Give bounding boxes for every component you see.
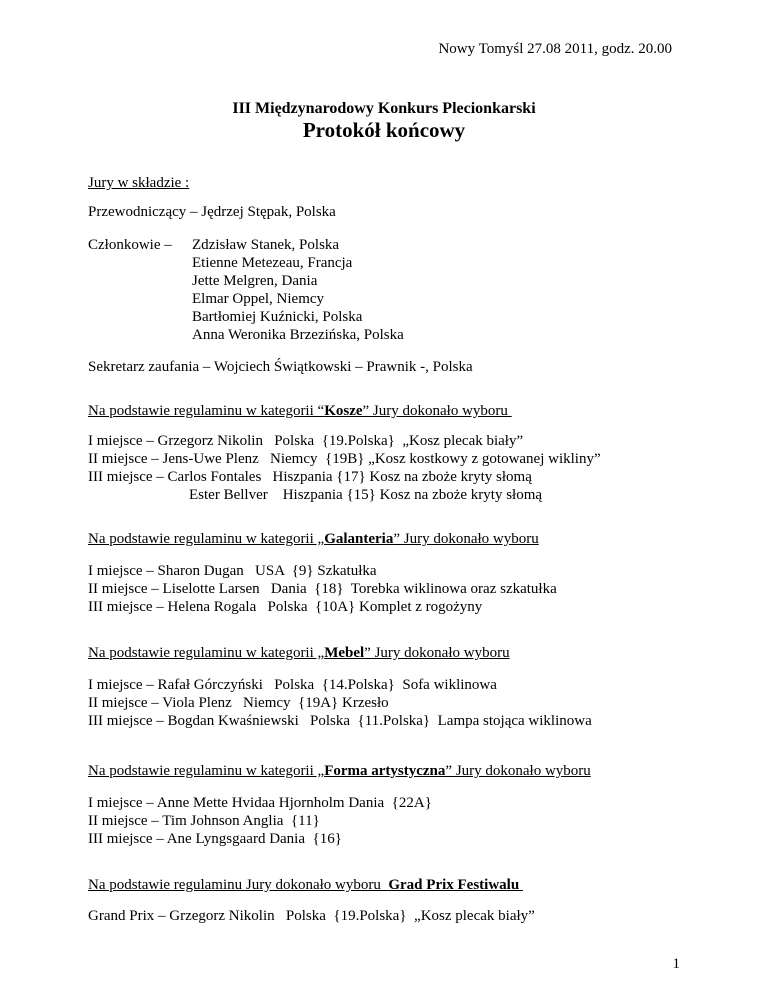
- jury-member: Jette Melgren, Dania: [192, 273, 318, 289]
- category-intro-mebel: [88, 644, 510, 662]
- result-line: III miejsce – Helena Rogala Polska {10A} Komplet z rogożyny: [88, 599, 483, 615]
- category-intro-text: ” Jury dokonało wyboru: [393, 531, 539, 547]
- result-line: I miejsce – Grzegorz Nikolin Polska {19.Polska} „Kosz plecak biały”: [88, 433, 524, 449]
- category-intro-text: ” Jury dokonało wyboru: [362, 403, 512, 419]
- category-name: Mebel: [324, 645, 365, 661]
- jury-chair: Przewodniczący – Jędrzej Stępak, Polska: [88, 204, 336, 220]
- grand-prix-name: Grad Prix Festiwalu: [388, 877, 523, 893]
- jury-heading: Jury w składzie :: [88, 175, 190, 191]
- grand-prix-result: Grand Prix – Grzegorz Nikolin Polska {19.Polska} „Kosz plecak biały”: [88, 908, 535, 924]
- result-line: III miejsce – Bogdan Kwaśniewski Polska {11.Polska} Lampa stojąca wiklinowa: [88, 713, 592, 729]
- result-line: III miejsce – Ane Lyngsgaard Dania {16}: [88, 831, 342, 847]
- category-intro-kosze: [88, 402, 512, 420]
- place-date: Nowy Tomyśl 27.08 2011, godz. 20.00: [438, 41, 672, 57]
- jury-secretary: Sekretarz zaufania – Wojciech Świątkowski – Prawnik -, Polska: [88, 359, 473, 375]
- page-number: 1: [672, 956, 680, 972]
- grand-prix-intro: [88, 876, 523, 894]
- result-line: II miejsce – Jens-Uwe Plenz Niemcy {19B} „Kosz kostkowy z gotowanej wikliny”: [88, 451, 601, 467]
- category-intro-galanteria: [88, 530, 539, 548]
- grand-prix-intro-text: Na podstawie regulaminu Jury dokonało wyboru: [88, 877, 389, 893]
- category-intro-text: Na podstawie regulaminu w kategorii „: [88, 531, 325, 547]
- category-intro-text: ” Jury dokonało wyboru: [445, 763, 591, 779]
- title-line-2: Protokół końcowy: [302, 118, 466, 142]
- jury-member: Elmar Oppel, Niemcy: [192, 291, 325, 307]
- category-name: Galanteria: [324, 531, 394, 547]
- category-intro-text: Na podstawie regulaminu w kategorii „: [88, 645, 325, 661]
- result-line: Ester Bellver Hiszpania {15} Kosz na zboże kryty słomą: [189, 487, 543, 503]
- jury-members-label: Członkowie –: [88, 237, 172, 253]
- category-intro-text: Na podstawie regulaminu w kategorii „: [88, 763, 325, 779]
- category-name: Forma artystyczna: [324, 763, 446, 779]
- result-line: II miejsce – Liselotte Larsen Dania {18} Torebka wiklinowa oraz szkatułka: [88, 581, 557, 597]
- jury-member: Bartłomiej Kuźnicki, Polska: [192, 309, 363, 325]
- result-line: I miejsce – Rafał Górczyński Polska {14.Polska} Sofa wiklinowa: [88, 677, 497, 693]
- jury-member: Etienne Metezeau, Francja: [192, 255, 353, 271]
- category-intro-text: ” Jury dokonało wyboru: [364, 645, 510, 661]
- category-name: Kosze: [324, 403, 363, 419]
- result-line: III miejsce – Carlos Fontales Hiszpania {17} Kosz na zboże kryty słomą: [88, 469, 532, 485]
- result-line: II miejsce – Tim Johnson Anglia {11}: [88, 813, 320, 829]
- result-line: I miejsce – Anne Mette Hvidaa Hjornholm Dania {22A}: [88, 795, 432, 811]
- category-intro-text: Na podstawie regulaminu w kategorii “: [88, 403, 325, 419]
- title-line-1: III Międzynarodowy Konkurs Plecionkarski: [232, 100, 536, 117]
- result-line: II miejsce – Viola Plenz Niemcy {19A} Krzesło: [88, 695, 389, 711]
- result-line: I miejsce – Sharon Dugan USA {9} Szkatułka: [88, 563, 377, 579]
- jury-member: Anna Weronika Brzezińska, Polska: [192, 327, 404, 343]
- category-intro-forma-artystyczna: [88, 762, 591, 780]
- jury-member: Zdzisław Stanek, Polska: [192, 237, 340, 253]
